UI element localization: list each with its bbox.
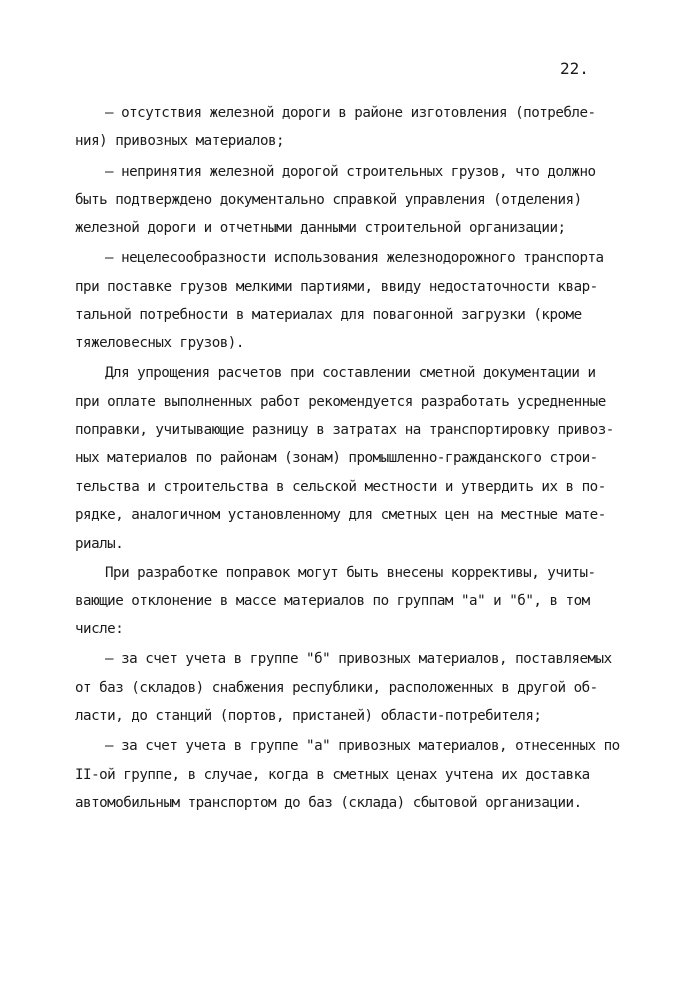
text-line: тельства и строительства в сельской местности и утвердить их в по- [75,479,606,495]
text-line: поправки, учитывающие разницу в затратах на транспортировку привоз- [75,422,614,438]
text-line: – за счет учета в группе "б" привозных материалов, поставляемых [105,651,612,667]
text-line: II-ой группе, в случае, когда в сметных ценах учтена их доставка [75,767,590,783]
text-line: вающие отклонение в массе материалов по группам "а" и "б", в том [75,593,590,609]
text-line: ласти, до станций (портов, пристаней) области-потребителя; [75,708,542,724]
text-line: – отсутствия железной дороги в районе изготовления (потребле- [105,105,596,121]
text-line: – непринятия железной дорогой строительных грузов, что должно [105,164,596,180]
text-line: рядке, аналогичном установленному для сметных цен на местные мате- [75,507,606,523]
text-line: железной дороги и отчетными данными строительной организации; [75,220,566,236]
text-line: риалы. [75,536,124,552]
text-line: Для упрощения расчетов при составлении сметной документации и [105,365,596,381]
text-line: от баз (складов) снабжения республики, расположенных в другой об- [75,680,598,696]
text-line: тяжеловесных грузов). [75,335,244,351]
text-line: быть подтверждено документально справкой управления (отделения) [75,192,582,208]
text-line: числе: [75,621,124,637]
text-line: автомобильным транспортом до баз (склада) сбытовой организации. [75,795,582,811]
text-line: ных материалов по районам (зонам) промышленно-гражданского строи- [75,450,598,466]
text-line: ния) привозных материалов; [75,133,285,149]
text-line: При разработке поправок могут быть внесены коррективы, учиты- [105,565,596,581]
text-line: – за счет учета в группе "а" привозных материалов, отнесенных по [105,738,620,754]
text-line: при оплате выполненных работ рекомендуется разработать усредненные [75,394,606,410]
text-line: тальной потребности в материалах для повагонной загрузки (кроме [75,307,582,323]
page-number: 22. [560,59,589,78]
text-line: – нецелесообразности использования железнодорожного транспорта [105,250,604,266]
text-line: при поставке грузов мелкими партиями, ввиду недостаточности квар- [75,279,598,295]
